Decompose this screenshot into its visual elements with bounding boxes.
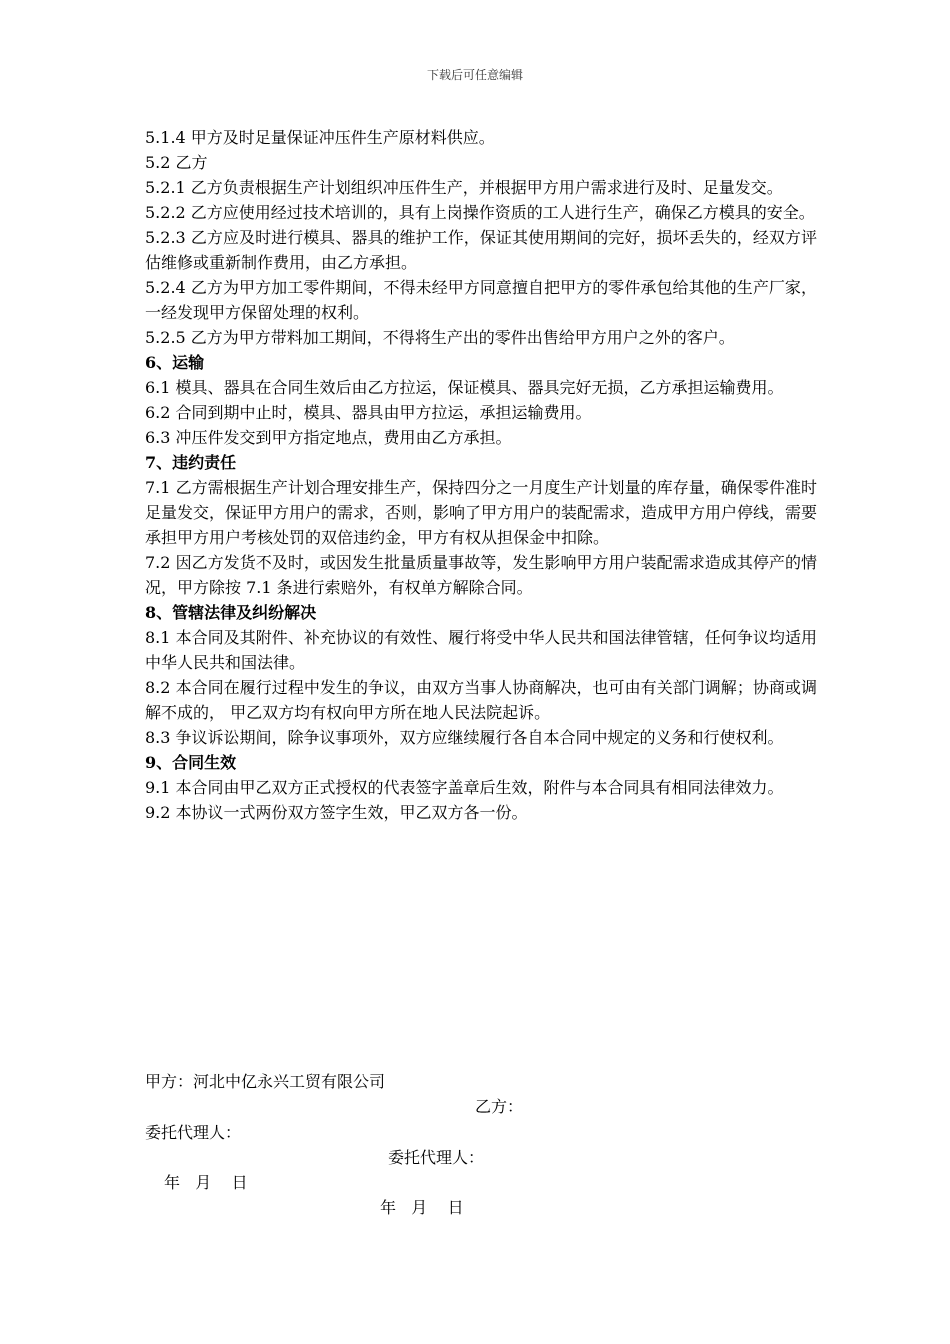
party-b-label: 乙方：	[475, 1097, 524, 1116]
paragraph: 9.1 本合同由甲乙双方正式授权的代表签字盖章后生效，附件与本合同具有相同法律效力。	[145, 778, 784, 797]
section-heading: 6、运输	[145, 353, 205, 372]
paragraph: 8.3 争议诉讼期间，除争议事项外，双方应继续履行各自本合同中规定的义务和行使权利。	[145, 728, 784, 747]
paragraph: 5.1.4 甲方及时足量保证冲压件生产原材料供应。	[145, 128, 495, 147]
date-a-label: 年 月 日	[164, 1173, 248, 1192]
paragraph: 5.2.3 乙方应及时进行模具、器具的维护工作，保证其使用期间的完好，损坏丢失的，经双方评估维修或重新制作费用，由乙方承担。	[145, 228, 817, 272]
section-heading: 9、合同生效	[145, 753, 237, 772]
paragraph: 5.2 乙方	[145, 153, 208, 172]
paragraph: 6.3 冲压件发交到甲方指定地点，费用由乙方承担。	[145, 428, 512, 447]
paragraph: 9.2 本协议一式两份双方签字生效，甲乙双方各一份。	[145, 803, 528, 822]
paragraph: 6.2 合同到期中止时，模具、器具由甲方拉运，承担运输费用。	[145, 403, 592, 422]
paragraph: 5.2.5 乙方为甲方带料加工期间，不得将生产出的零件出售给甲方用户之外的客户。	[145, 328, 735, 347]
date-b-label: 年 月 日	[380, 1198, 464, 1217]
paragraph: 5.2.2 乙方应使用经过技术培训的，具有上岗操作资质的工人进行生产，确保乙方模具的安全。	[145, 203, 815, 222]
agent-a-label: 委托代理人：	[145, 1123, 242, 1142]
paragraph: 5.2.1 乙方负责根据生产计划组织冲压件生产，并根据甲方用户需求进行及时、足量发交。	[145, 178, 783, 197]
page-header-note: 下载后可任意编辑	[426, 68, 523, 82]
agent-b-label: 委托代理人：	[388, 1148, 485, 1167]
section-heading: 7、违约责任	[145, 453, 237, 472]
contract-body	[145, 125, 817, 825]
section-heading: 8、管辖法律及纠纷解决	[145, 603, 317, 622]
paragraph: 5.2.4 乙方为甲方加工零件期间，不得未经甲方同意擅自把甲方的零件承包给其他的生产厂家，一经发现甲方保留处理的权利。	[145, 278, 817, 322]
paragraph: 8.2 本合同在履行过程中发生的争议，由双方当事人协商解决，也可由有关部门调解；协商或调解不成的， 甲乙双方均有权向甲方所在地人民法院起诉。	[145, 678, 817, 722]
paragraph: 8.1 本合同及其附件、补充协议的有效性、履行将受中华人民共和国法律管辖，任何争议均适用中华人民共和国法律。	[145, 628, 817, 672]
party-a-label: 甲方：河北中亿永兴工贸有限公司	[145, 1072, 386, 1091]
paragraph: 7.1 乙方需根据生产计划合理安排生产，保持四分之一月度生产计划量的库存量，确保零件准时足量发交，保证甲方用户的需求，否则，影响了甲方用户的装配需求，造成甲方用户停线，需要承担甲方用户考核处罚的双倍违约金，甲方有权从担保金中扣除。	[145, 478, 818, 547]
paragraph: 7.2 因乙方发货不及时，或因发生批量质量事故等，发生影响甲方用户装配需求造成其停产的情况，甲方除按 7.1 条进行索赔外，有权单方解除合同。	[145, 553, 817, 597]
paragraph: 6.1 模具、器具在合同生效后由乙方拉运，保证模具、器具完好无损，乙方承担运输费用。	[145, 378, 784, 397]
